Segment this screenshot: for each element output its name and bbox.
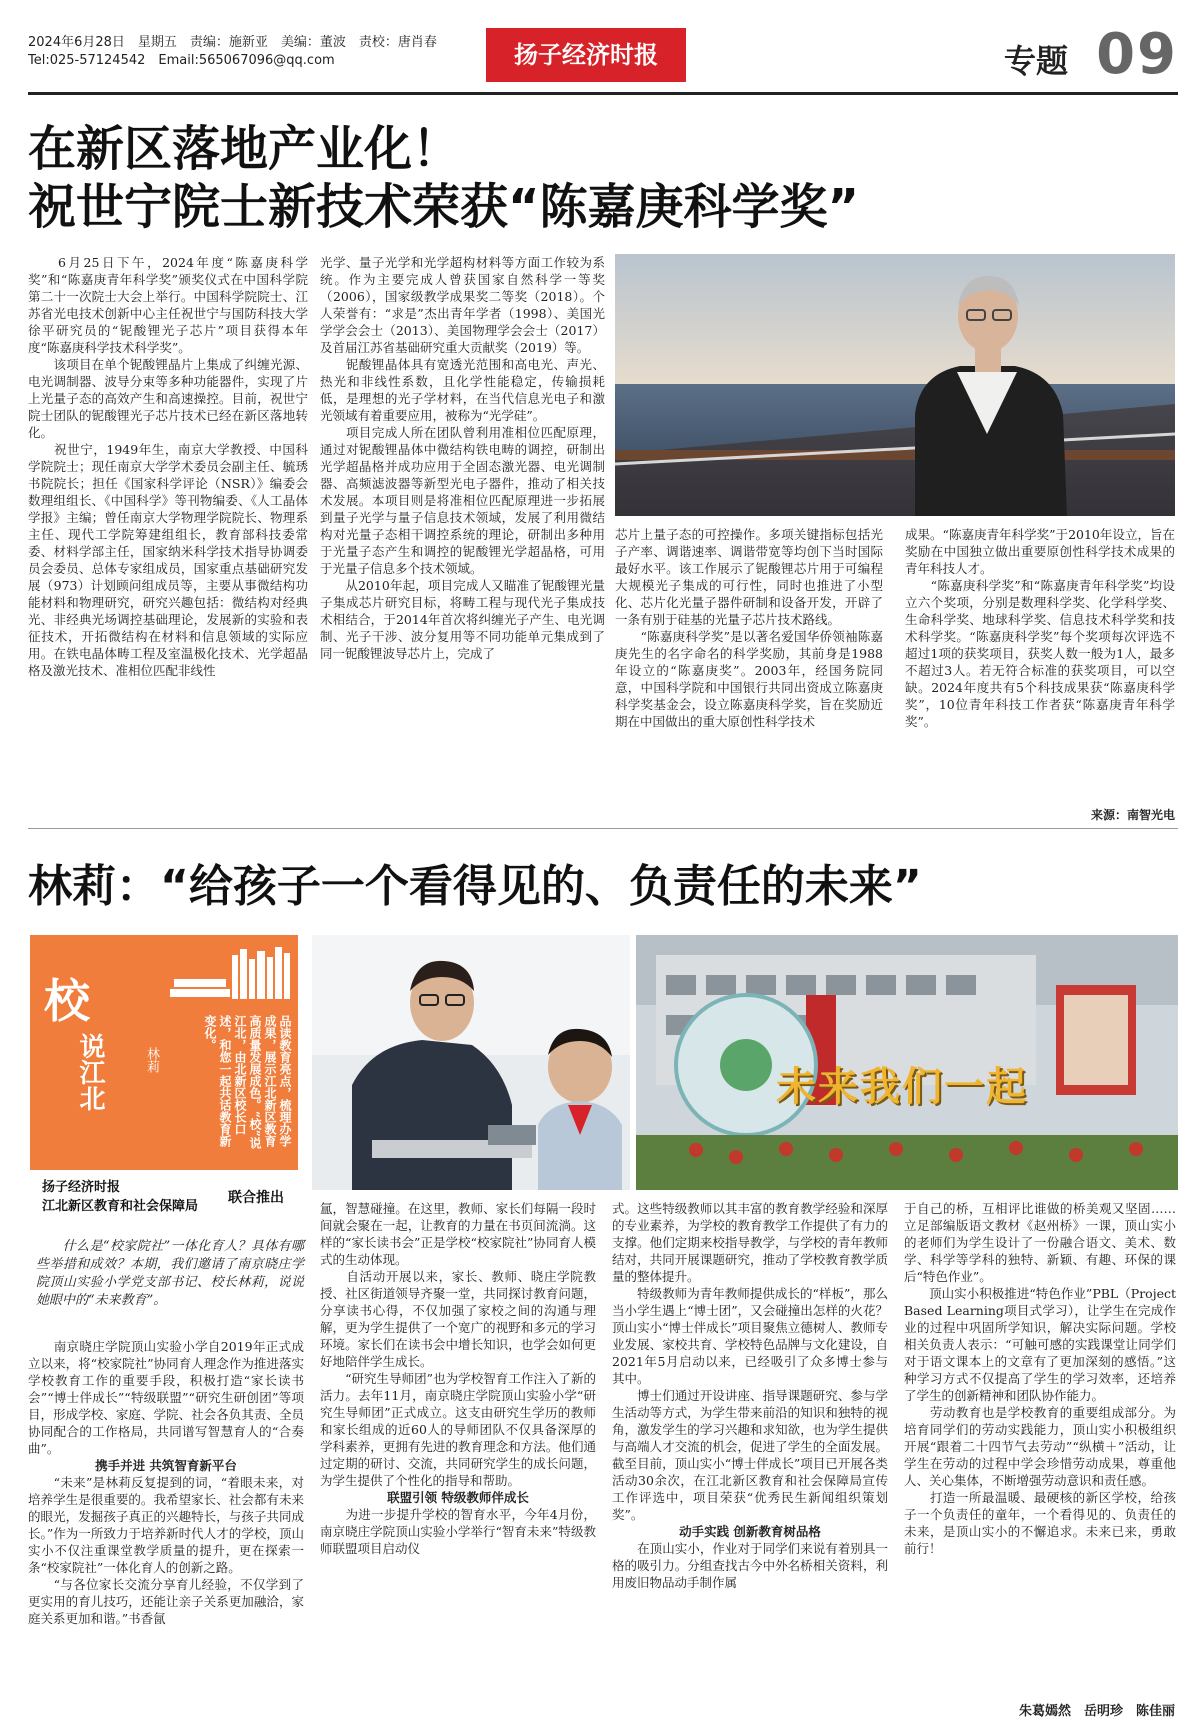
article1-column-3: 芯片上量子态的可控操作。多项关键指标包括光子产率、调谐速率、调谐带宽等均创下当时国际最好水平。该工作展示了铌酸锂芯片用于可编程大规模光子集成的可行性，同时也推进了小型化、芯片化光量子器件研制和设备开发，开辟了一条有别于硅基的光量子芯片技术路线。 “陈嘉庚科学奖”是以著名爱国华侨领袖陈嘉庚先生的名字命名的科学奖励，其前身是1988年设立的“陈嘉庚奖”。2003年，经国务院同意，中国科学院和中国银行共同出资成立陈嘉庚科学奖基金会，设立陈嘉庚科学奖，旨在奖励近期在中国做出的重大原创性科学技术 — [615, 527, 883, 729]
article2-col3-para2: 在顶山实小，作业对于同学们来说有着别具一格的吸引力。分组查找古今中外名桥相关资料，利用废旧物品动手制作属 — [612, 1541, 888, 1590]
partner-tag: 联合推出 — [228, 1190, 284, 1206]
article2-col2-subhead: 联盟引领 特级教师伴成长 — [387, 1490, 529, 1505]
article1-column-2: 光学、量子光学和光学超构材料等方面工作较为系统。作为主要完成人曾获国家自然科学一等奖（2006），国家级教学成果奖二等奖（2018）。个人荣誉有：“求是”杰出青年学者（1998）、美国光学学会会士（2013）、美国物理学会会士（2017）及首届江苏省基础研究重大贡献奖（2019）等。 铌酸锂晶体具有宽透光范围和高电光、声光、热光和非线性系数，且化学性能稳定，传输损耗低，是理想的光子学材料，在当代信息光电子和激光领域有着重要应用，被称为“光学硅”。 项目完成人所在团队曾利用准相位匹配原理，通过对铌酸锂晶体中微结构铁电畴的调控，研制出光学超晶格并成功应用于全固态激光器、电光调制器、高频滤波器等新型光电子器件，推动了相关技术发展。本项目则是将准相位匹配原理进一步拓展到量子光学与量子信息技术领域，发展了利用微结构对光量子态相干调控系统的理论，研制出多种用于光量子态产生和调控的铌酸锂光学超晶格，可用于光量子信息多个技术领域。 从2010年起，项目完成人又瞄准了铌酸锂光量子集成芯片研究目标，将畴工程与现代光子集成技术相结合，于2014年首次将纠缠光子产生、电光调制、光子干涉、波分复用等不同功能单元集成到了同一铌酸锂波导芯片上，完成了 — [320, 255, 605, 661]
article2-column-1 — [28, 1338, 304, 1718]
article1-title-line2: 祝世宁院士新技术荣获“陈嘉庚科学奖” — [28, 179, 860, 235]
school-sign-text: 未来我们一起 — [776, 1064, 1028, 1110]
scientist-photo-illustration — [615, 254, 1175, 516]
article2-byline: 朱葛嫣然 岳明珍 陈佳丽 — [1018, 1704, 1175, 1719]
article1-source: 来源：南智光电 — [1090, 808, 1175, 822]
article2-column-4: 于自己的桥，互相评比谁做的桥美观又坚固……立足部编版语文教材《赵州桥》一课，顶山实小的老师们为学生设计了一份融合语文、美术、数学、科学等学科的独特、新颖、有趣、环保的课后“特色作业”。 顶山实小积极推进“特色作业”PBL（Project Based Learning项目式学习），让学生在完成作业的过程中巩固所学知识，解决实际问题。学校相关负责人表示：“可触可感的实践课堂让同学们对于语文课本上的文章有了更加深刻的感悟。”这种学习方式不仅提高了学生的学习效率，还培养了学生的创新精神和团队协作能力。 劳动教育也是学校教育的重要组成部分。为培育同学们的劳动实践能力，顶山实小积极组织开展“跟着二十四节气去劳动”“纵横＋”活动，让学生在劳动的过程中学会珍惜劳动成果，尊重他人、关心集体，不断增强劳动意识和责任感。 打造一所最温暖、最硬核的新区学校，给孩子一个负责任的童年，一个看得见的、负责任的未来，是顶山实小的不懈追求。未来已来，勇敢前行！ — [904, 1201, 1176, 1556]
page-header — [28, 22, 1178, 88]
article2-intro: 什么是“校家院社”一体化育人？具体有哪些举措和成效？本期，我们邀请了南京晓庄学院顶山实验小学党支部书记、校长林莉，说说她眼中的“未来教育”。 — [36, 1239, 304, 1308]
column-name-big: 校 — [44, 974, 90, 1028]
teacher-students-photo — [312, 935, 630, 1190]
partner-line1: 扬子经济时报 — [42, 1180, 121, 1195]
column-logo-box — [30, 935, 298, 1170]
page-number: 09 — [1096, 22, 1178, 87]
article1-column-4: 成果。“陈嘉庚青年科学奖”于2010年设立，旨在奖励在中国独立做出重要原创性科学技术成果的青年科技人才。 “陈嘉庚科学奖”和“陈嘉庚青年科学奖”均设立六个奖项，分别是数理科学奖、化学科学奖、生命科学奖、地球科学奖、信息技术科学奖和技术科学奖。“陈嘉庚科学奖”每个奖项每次评选不超过1项的获奖项目，获奖人数一般为1人，最多不超过3人。若无符合标准的获奖项目，可以空缺。2024年度共有5个科技成果获“陈嘉庚科学奖”，10位青年科技工作者获“陈嘉庚青年科学奖”。 — [905, 527, 1175, 729]
article1-headline — [28, 120, 1148, 236]
article2-headline: 林莉：“给孩子一个看得见的、负责任的未来” — [28, 861, 922, 912]
header-divider — [28, 92, 1178, 95]
column-author: 林莉 — [144, 1047, 159, 1073]
article2-col1-para2: “未来”是林莉反复提到的词，“着眼未来，对培养学生是很重要的。我希望家长、社会都有未来的眼光，发掘孩子真正的兴趣特长，与孩子共同成长。”作为一所致力于培养新时代人才的学校，顶山实小不仅注重课堂教学质量的提升，更在探索一条“校家院社”一体化育人的创新之路。 “与各位家长交流分享育儿经验，不仅学到了更实用的育儿技巧，还能让亲子关系更加融洽，家庭关系更加和谐。”书香氤 — [28, 1475, 304, 1626]
column-name-sub: 说江北 — [75, 1033, 105, 1111]
article2-column-2 — [320, 1200, 596, 1718]
books-icon — [170, 945, 295, 1005]
article2-col3-para1: 式。这些特级教师以其丰富的教育教学经验和深厚的专业素养，为学校的教育教学工作提供了有力的支撑。他们定期来校指导教学，与学校的青年教师结对，共同开展课题研究，推动了学校教育教学质量的整体提升。 特级教师为青年教师提供成长的“样板”，那么当小学生遇上“博士团”，又会碰撞出怎样的火花？顶山实小“博士伴成长”项目聚焦立德树人、教师专业发展、家校共育、学校特色品牌与文化建设，自2021年5月启动以来，已经吸引了众多博士参与其中。 博士们通过开设讲座、指导课题研究、参与学生活动等方式，为学生带来前沿的知识和独特的视角，激发学生的学习兴趣和求知欲，也为学生提供与高端人才交流的机会，促进了学生的全面发展。截至目前，顶山实小“博士伴成长”项目已开展各类活动30余次，在江北新区教育和社会保障局宣传工作评选中，项目荣获“优秀民生新闻组织策划奖”。 — [612, 1201, 888, 1522]
article1-column-1: 6月25日下午，2024年度“陈嘉庚科学奖”和“陈嘉庚青年科学奖”颁奖仪式在中国科学院第二十一次院士大会上举行。中国科学院院士、江苏省光电技术创新中心主任祝世宁与国防科技大学徐平研究员的“铌酸锂光子芯片”项目获得本年度“陈嘉庚科学技术科学奖”。 该项目在单个铌酸锂晶片上集成了纠缠光源、电光调制器、波导分束等多种功能器件，实现了片上光量子态的高效产生和高速操控。目前，祝世宁院士团队的铌酸锂光子芯片技术已经在新区落地转化。 祝世宁，1949年生，南京大学教授、中国科学院院士；现任南京大学学术委员会副主任、毓琇书院院长；担任《国家科学评论（NSR）》编委会数理组组长、《中国科学》等刊物编委、《人工晶体学报》主编；曾任南京大学物理学院院长、物理系主任、现代工学院筹建组组长，教育部科技委常委、材料学部主任，国家纳米科学技术指导协调委员会委员、总体专家组成员，国家重点基础研究发展（973）计划顾问组成员等，主要从事微结构功能材料和物理研究，研究兴趣包括：微结构对经典光、非经典光场调控基础理论，发展新的实验和表征技术，开拓微结构在材料和信息领域的实际应用。在铁电晶体畴工程及室温极化技术、光学超晶格及激光技术、准相位匹配非线性 — [28, 255, 308, 678]
article1-column-1-wide — [28, 254, 308, 820]
issue-meta — [28, 34, 437, 70]
article2-col1-para1: 南京晓庄学院顶山实验小学自2019年正式成立以来，将“校家院社”协同育人理念作为推进落实学校教育工作的重要手段，积极打造“家长读书会”“博士伴成长”“特级联盟”“研究生研创团”等项目，形成学校、家庭、学院、社会各负其责、全员协同配合的工作格局，共同谱写智慧育人的“合奏曲”。 — [28, 1339, 304, 1456]
section-label: 专题 — [1003, 42, 1068, 80]
issue-contact: Tel:025-57124542 Email:565067096@qq.com — [28, 53, 335, 68]
partner-line2: 江北新区教育和社会保障局 — [42, 1199, 199, 1214]
article2-column-3 — [612, 1200, 888, 1718]
school-campus-photo — [636, 935, 1178, 1190]
partner-credit — [42, 1178, 198, 1216]
section-separator — [28, 828, 1178, 829]
article1-title-line1: 在新区落地产业化！ — [28, 121, 461, 177]
article2-col2-para1: 氲，智慧碰撞。在这里，教师、家长们每隔一段时间就会聚在一起，让教育的力量在书页间流淌。这样的“家长读书会”正是学校“校家院社”协同育人模式的生动体现。 自活动开展以来，家长、教师、晓庄学院教授、社区街道领导齐聚一堂，共同探讨教育问题，分享读书心得，不仅加强了家校之间的沟通与理解，更为学生提供了一个宽广的视野和多元的学习环境。家长们在读书会中增长知识，也学会如何更好地陪伴学生成长。 “研究生导师团”也为学校智育工作注入了新的活力。去年11月，南京晓庄学院顶山实验小学“研究生导师团”正式成立。这支由研究生学历的教师和家长组成的近60人的导师团队不仅具备深厚的学科素养，更拥有先进的教育理念和方法。他们通过定期的研讨、交流，共同研究学生的成长问题，为学生提供了个性化的指导和帮助。 — [320, 1201, 596, 1488]
teacher-photo-illustration — [312, 935, 630, 1190]
column-blurb: 品读教育亮点，梳理办学成果，展示江北新区教育高质量发展成色。“校”说江北，由北新区校长口述，和您一起共话教育新变化。 — [203, 1015, 292, 1149]
newspaper-logo: 扬子经济时报 — [486, 28, 686, 82]
issue-date-editors: 2024年6月28日 星期五 责编：施新亚 美编：董波 责校：唐肖春 — [28, 35, 437, 50]
article2-col2-para2: 为进一步提升学校的智育水平，今年4月份，南京晓庄学院顶山实验小学举行“智育未来”特级教师联盟项目启动仪 — [320, 1507, 596, 1556]
article2-col1-subhead: 携手并进 共筑智育新平台 — [95, 1458, 237, 1473]
scientist-photo — [615, 254, 1175, 516]
article2-col3-subhead: 动手实践 创新教育树品格 — [679, 1524, 821, 1539]
